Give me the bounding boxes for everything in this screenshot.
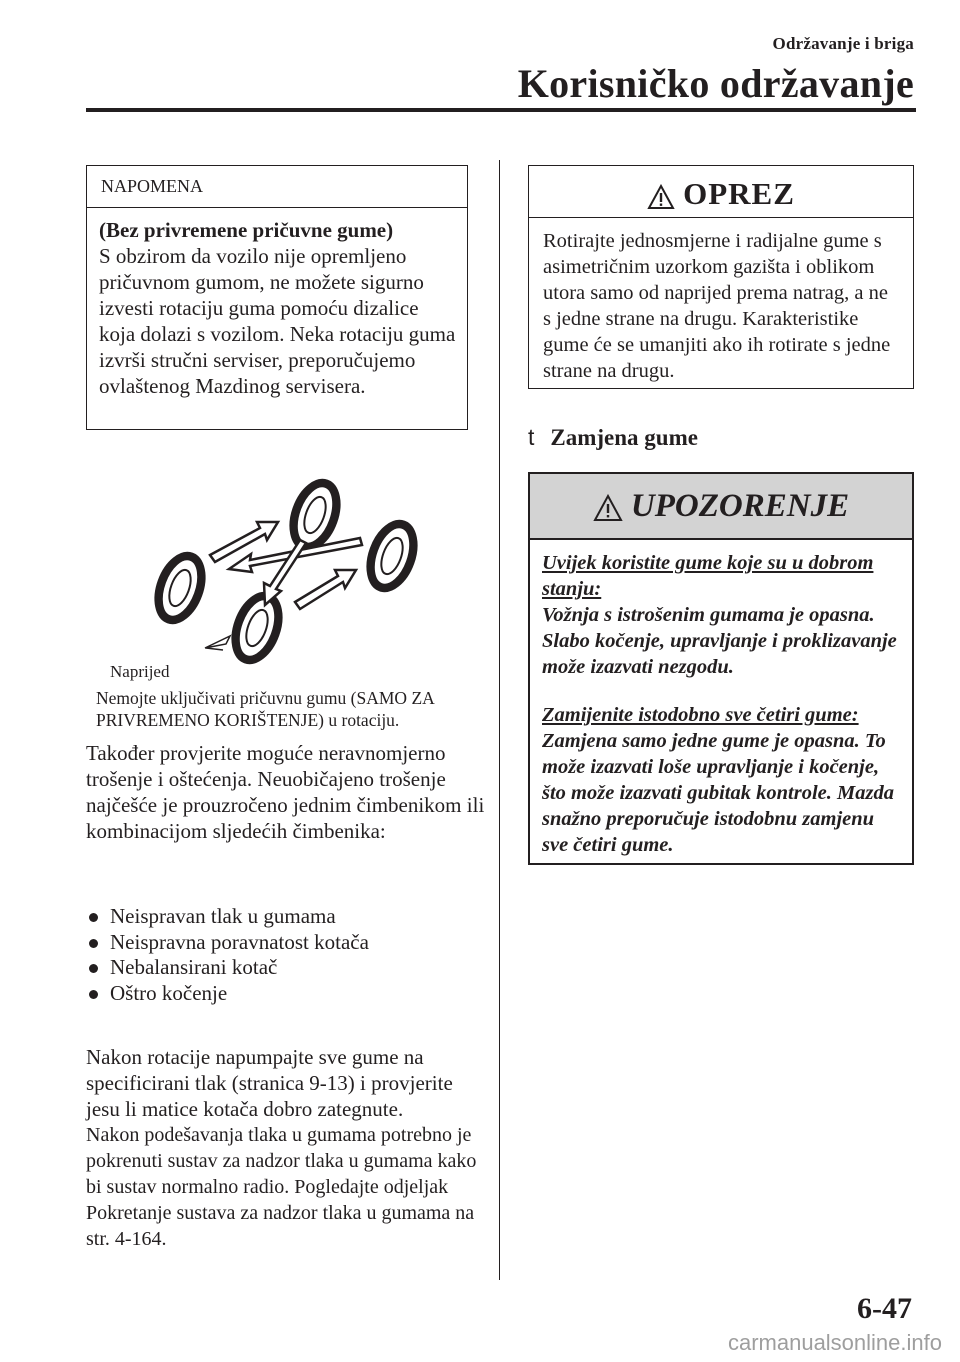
section-marker: t [528, 424, 535, 450]
note-text: S obzirom da vozilo nije opremljeno pričuvnom gumom, ne možete sigurno izvesti rotaciju guma pomoću dizalice koja dolazi s vozilom. Neka rotaciju guma izvrši stručni serviser, preporučujemo ovlaštenog Mazdinog servisera. [99, 244, 456, 398]
warning-triangle-icon [593, 494, 623, 522]
tire-front-left [147, 547, 213, 630]
bullet-icon [89, 964, 98, 973]
list-item: Neispravna poravnatost kotača [86, 930, 486, 956]
page-number: 6-47 [857, 1292, 912, 1325]
warning-header [530, 474, 912, 540]
column-divider [499, 160, 500, 1280]
warning-title: UPOZORENJE [630, 488, 850, 524]
figure-caption: Nemojte uključivati pričuvnu gumu (SAMO ZA PRIVREMENO KORIŠTENJE) u rotaciju. [96, 688, 434, 730]
caution-box [528, 165, 914, 389]
warning-heading-condition: Uvijek koristite gume koje su u dobrom stanju: [542, 552, 874, 600]
chapter-title: Korisničko održavanje [517, 61, 914, 106]
warning-heading-replace: Zamijenite istodobno sve četiri gume: [542, 704, 859, 726]
direction-label: Naprijed [110, 662, 170, 681]
warning-body [530, 540, 912, 858]
bullet-icon [89, 939, 98, 948]
arrow-bottom-to-rear [295, 570, 356, 609]
caution-title: OPREZ [683, 176, 795, 211]
cause-list [86, 904, 486, 1006]
list-item: Oštro kočenje [86, 981, 486, 1007]
paragraph-tpms: Nakon podešavanja tlaka u gumama potrebno je pokrenuti sustav za nadzor tlaka u gumama kako bi sustav normalno radio. Pogledajte odjeljak Pokretanje sustava za nadzor tlaka u gumama na str. 4-164. [86, 1124, 477, 1250]
section-label: Održavanje i briga [772, 34, 914, 53]
paragraph-inflate: Nakon rotacije napumpajte sve gume na specificirani tlak (stranica 9-13) i provjerite jesu li matice kotača dobro zategnute. [86, 1045, 453, 1121]
note-subtitle: (Bez privremene pričuvne gume) [99, 218, 394, 242]
tire-rear-right [359, 515, 425, 598]
bullet-icon [89, 913, 98, 922]
caution-header [529, 166, 913, 218]
warning-triangle-icon [647, 184, 675, 210]
section-heading [528, 424, 698, 451]
tire-rotation-figure [110, 470, 470, 685]
section-title: Zamjena gume [550, 425, 698, 450]
tire-rear-left [224, 587, 290, 670]
warning-text-condition: Vožnja s istrošenim gumama je opasna. Slabo kočenje, upravljanje i proklizavanje može izazvati nezgodu. [542, 604, 897, 678]
paragraph-after-rotation [86, 1044, 486, 1252]
list-item: Nebalansirani kotač [86, 955, 486, 981]
arrow-front-to-bottom [264, 540, 306, 605]
list-item: Neispravan tlak u gumama [86, 904, 486, 930]
note-title: NAPOMENA [87, 166, 467, 208]
bullet-icon [89, 990, 98, 999]
note-box [86, 165, 468, 430]
note-body [87, 208, 467, 399]
forward-arrow-icon [205, 636, 230, 648]
tire-rotation-diagram [110, 470, 470, 685]
warning-box [528, 472, 914, 865]
caution-body: Rotirajte jednosmjerne i radijalne gume s asimetričnim uzorkom gazišta i oblikom utora samo od naprijed prema natrag, a ne s jedne strane na drugu. Karakteristike gume će se umanjiti ako ih rotirate s jedne strane na drugu. [543, 230, 891, 382]
watermark: carmanualsonline.info [727, 1330, 942, 1355]
header-rule [86, 108, 916, 112]
warning-text-replace: Zamjena samo jedne gume je opasna. To može izazvati loše upravljanje i kočenje, što može izazvati gubitak kontrole. Mazda snažno preporučuje istodobnu zamjenu sve četiri gume. [542, 730, 894, 856]
paragraph-uneven-wear: Također provjerite moguće neravnomjerno trošenje i oštećenja. Neuobičajeno trošenje najčešće je prouzročeno jednim čimbenikom ili kombinacijom sljedećih čimbenika: [86, 741, 485, 843]
